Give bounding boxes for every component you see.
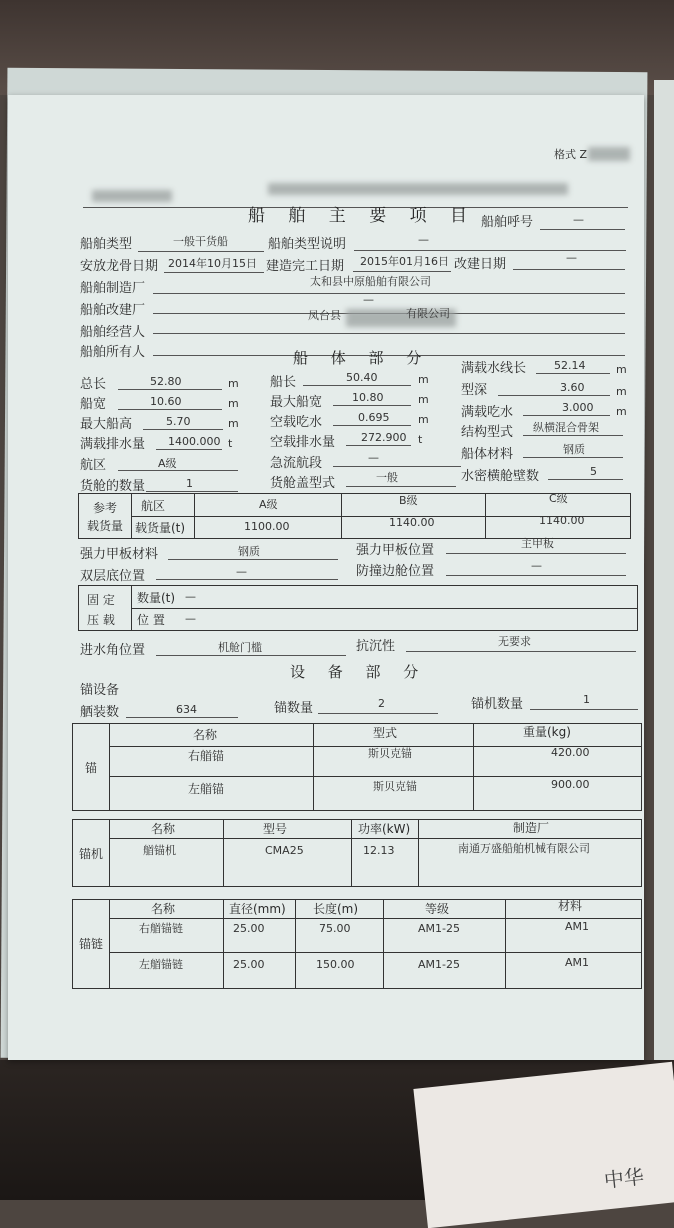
- depth-label: 型深: [461, 383, 488, 398]
- underline: [153, 293, 625, 294]
- windlass-cell: 艏锚机: [143, 844, 176, 857]
- underline: [118, 470, 238, 471]
- rapids-label: 急流航段: [270, 456, 323, 471]
- type-desc-label: 船舶类型说明: [268, 237, 347, 252]
- underline: [138, 251, 264, 252]
- page-title: 船 舶 主 要 项 目: [248, 206, 477, 226]
- max-breadth-label: 最大船宽: [270, 395, 323, 410]
- underline: [118, 409, 222, 410]
- windlass-count-label: 锚机数量: [471, 697, 524, 712]
- breadth-label: 船宽: [80, 397, 107, 412]
- underline: [540, 229, 625, 230]
- underline: [354, 250, 626, 251]
- deck-position-value: 主甲板: [521, 537, 554, 550]
- windlass-count-value: 1: [583, 693, 590, 706]
- underline: [303, 385, 411, 386]
- table-rule: [109, 918, 642, 919]
- underline: [513, 269, 625, 270]
- cargo-capacity-header: 载货量(t): [135, 521, 186, 535]
- double-bottom-value: —: [236, 565, 247, 578]
- rebuild-date-label: 改建日期: [454, 257, 507, 272]
- area-label: 航区: [80, 458, 107, 473]
- anchor-side-label: 锚: [85, 761, 98, 775]
- unit: m: [228, 417, 239, 430]
- unit: m: [418, 373, 429, 386]
- redaction: [268, 183, 568, 195]
- fender-position-value: —: [531, 559, 542, 572]
- operator-label: 船舶经营人: [80, 325, 146, 340]
- underline: [530, 709, 638, 710]
- chain-cell: 左艏锚链: [139, 958, 183, 971]
- light-disp-value: 272.900: [361, 431, 407, 444]
- ballast-quantity-label: 数量(t): [137, 591, 176, 605]
- chain-cell: 150.00: [316, 958, 355, 971]
- fender-position-label: 防撞边舱位置: [356, 564, 435, 579]
- unit: m: [616, 385, 627, 398]
- table-rule: [418, 820, 419, 886]
- table-rule: [295, 900, 296, 988]
- underline: [168, 559, 338, 560]
- call-sign-value: —: [573, 213, 584, 226]
- cargo-capacity-table: [78, 493, 631, 539]
- material-label: 船体材料: [461, 447, 514, 462]
- anchor-equipment-title: 锚设备: [80, 683, 120, 698]
- document-page: [8, 95, 644, 1060]
- anchor-cell: 左艏锚: [188, 782, 225, 796]
- rebuild-date-value: —: [566, 251, 577, 264]
- owner-label: 船舶所有人: [80, 345, 146, 360]
- anchor-header-type: 型式: [373, 726, 398, 740]
- cargo-area-header: 航区: [141, 499, 166, 513]
- underline: [156, 579, 338, 580]
- wl-length-value: 52.14: [554, 359, 586, 372]
- anchor-header-weight: 重量(kg): [523, 725, 571, 739]
- breadth-value: 10.60: [150, 395, 182, 408]
- area-value: A级: [158, 457, 177, 470]
- table-rule: [485, 494, 486, 538]
- type-desc-value: —: [418, 233, 429, 246]
- hatch-label: 货舱盖型式: [270, 476, 336, 491]
- table-rule: [313, 724, 314, 810]
- underline: [333, 425, 411, 426]
- length-label: 船长: [270, 375, 297, 390]
- ship-type-value: 一般干货船: [173, 235, 228, 248]
- unit: m: [418, 393, 429, 406]
- ballast-label: 压 载: [87, 613, 115, 627]
- redaction: [92, 190, 172, 202]
- underline: [126, 717, 238, 718]
- bottom-paper: [413, 1062, 674, 1228]
- anchor-cell: 右艏锚: [188, 749, 225, 763]
- capacity-cell: 1100.00: [244, 520, 290, 533]
- form-content: [78, 95, 653, 1060]
- anchor-header-name: 名称: [193, 728, 218, 742]
- windlass-header-model: 型号: [263, 822, 288, 836]
- underline: [118, 389, 222, 390]
- grade-cell: B级: [399, 494, 418, 507]
- underline: [164, 272, 264, 273]
- chain-cell: 25.00: [233, 958, 265, 971]
- anchor-cell: 斯贝克锚: [373, 780, 417, 793]
- deck-material-value: 钢质: [238, 545, 260, 558]
- chain-cell: AM1: [565, 920, 590, 933]
- operator-value-suffix: 有限公司: [406, 307, 450, 320]
- ballast-position-label: 位 置: [137, 613, 165, 627]
- table-rule: [223, 820, 224, 886]
- underline: [156, 449, 222, 450]
- unit: m: [228, 397, 239, 410]
- equipment-number-value: 634: [176, 703, 197, 716]
- chain-cell: AM1-25: [418, 958, 460, 971]
- table-rule: [194, 494, 195, 538]
- grade-cell: A级: [259, 498, 278, 511]
- wl-length-label: 满载水线长: [461, 361, 527, 376]
- equipment-number-label: 舾装数: [80, 705, 120, 720]
- underline: [446, 575, 626, 576]
- unit: m: [228, 377, 239, 390]
- grade-cell: C级: [549, 492, 568, 505]
- chain-cell: AM1-25: [418, 922, 460, 935]
- chain-header-material: 材料: [558, 899, 583, 913]
- bottom-paper-text: 中华: [602, 1164, 646, 1193]
- table-rule: [341, 494, 342, 538]
- windlass-side-label: 锚机: [79, 847, 104, 861]
- keel-date-label: 安放龙骨日期: [80, 259, 159, 274]
- full-draft-value: 3.000: [562, 401, 594, 414]
- builder-label: 船舶制造厂: [80, 281, 146, 296]
- unit: t: [228, 437, 233, 450]
- form-code: 格式 Z: [554, 148, 588, 161]
- windlass-header-name: 名称: [151, 822, 176, 836]
- chain-cell: 25.00: [233, 922, 265, 935]
- ballast-position-value: —: [185, 612, 196, 625]
- underline: [523, 435, 623, 436]
- table-rule: [131, 608, 638, 609]
- chain-header-name: 名称: [151, 902, 176, 916]
- unsinkability-value: 无要求: [498, 635, 531, 648]
- loa-value: 52.80: [150, 375, 182, 388]
- hull-section-title: 船 体 部 分: [293, 349, 431, 367]
- cargo-ref-label: 参考: [93, 501, 118, 515]
- unit: m: [418, 413, 429, 426]
- structure-label: 结构型式: [461, 425, 514, 440]
- chain-side-label: 锚链: [79, 937, 104, 951]
- loa-label: 总长: [80, 377, 107, 392]
- max-height-label: 最大船高: [80, 417, 133, 432]
- underline: [498, 395, 610, 396]
- underline: [346, 445, 411, 446]
- anchor-cell: 420.00: [551, 746, 590, 759]
- binder-edge: [654, 80, 674, 1060]
- table-rule: [109, 776, 642, 777]
- chain-header-diameter: 直径(mm): [229, 902, 286, 916]
- windlass-header-power: 功率(kW): [358, 822, 411, 836]
- fixed-ballast-table: [78, 585, 638, 631]
- anchor-cell: 900.00: [551, 778, 590, 791]
- hatch-value: 一般: [376, 471, 398, 484]
- max-height-value: 5.70: [166, 415, 191, 428]
- deck-material-label: 强力甲板材料: [80, 547, 159, 562]
- table-rule: [109, 838, 642, 839]
- full-draft-label: 满载吃水: [461, 405, 514, 420]
- chain-header-grade: 等级: [425, 902, 450, 916]
- flooding-angle-label: 进水角位置: [80, 643, 146, 658]
- rebuilder-value: —: [363, 293, 374, 306]
- ballast-quantity-value: —: [185, 590, 196, 603]
- underline: [333, 466, 461, 467]
- underline: [156, 655, 346, 656]
- flooding-angle-value: 机舱门槛: [218, 641, 262, 654]
- unit: m: [616, 363, 627, 376]
- cargo-ref-label: 载货量: [87, 519, 124, 533]
- windlass-header-maker: 制造厂: [513, 821, 550, 835]
- full-disp-value: 1400.000: [168, 435, 221, 448]
- table-rule: [351, 820, 352, 886]
- length-value: 50.40: [346, 371, 378, 384]
- chain-table: [72, 899, 642, 989]
- structure-value: 纵横混合骨架: [533, 421, 599, 434]
- table-rule: [383, 900, 384, 988]
- table-rule: [505, 900, 506, 988]
- holds-label: 货舱的数量: [80, 479, 146, 494]
- rapids-value: —: [368, 451, 379, 464]
- underline: [536, 373, 610, 374]
- capacity-cell: 1140.00: [539, 514, 585, 527]
- underline: [548, 479, 623, 480]
- bulkheads-label: 水密横舱壁数: [461, 469, 540, 484]
- underline: [523, 457, 623, 458]
- light-draft-label: 空载吃水: [270, 415, 323, 430]
- chain-cell: 右艏锚链: [139, 922, 183, 935]
- table-rule: [473, 724, 474, 810]
- windlass-cell: CMA25: [265, 844, 304, 857]
- ballast-label: 固 定: [87, 593, 115, 607]
- windlass-cell: 12.13: [363, 844, 395, 857]
- deck-position-label: 强力甲板位置: [356, 543, 435, 558]
- rebuilder-label: 船舶改建厂: [80, 303, 146, 318]
- unit: m: [616, 405, 627, 418]
- anchor-count-label: 锚数量: [274, 701, 314, 716]
- chain-header-length: 长度(m): [313, 902, 359, 916]
- holds-value: 1: [186, 477, 193, 490]
- capacity-cell: 1140.00: [389, 516, 435, 529]
- table-rule: [109, 952, 642, 953]
- underline: [406, 651, 636, 652]
- table-rule: [223, 900, 224, 988]
- unit: t: [418, 433, 423, 446]
- anchor-cell: 斯贝克锚: [368, 747, 412, 760]
- table-rule: [109, 900, 110, 988]
- builder-value: 太和县中原船舶有限公司: [310, 275, 431, 288]
- underline: [153, 333, 625, 334]
- underline: [146, 491, 238, 492]
- call-sign-label: 船舶呼号: [481, 215, 534, 230]
- underline: [318, 713, 438, 714]
- light-draft-value: 0.695: [358, 411, 390, 424]
- max-breadth-value: 10.80: [352, 391, 384, 404]
- underline: [446, 553, 626, 554]
- double-bottom-label: 双层底位置: [80, 569, 146, 584]
- table-rule: [109, 820, 110, 886]
- redaction: [588, 147, 630, 161]
- underline: [346, 486, 456, 487]
- build-date-value: 2015年01月16日: [360, 255, 449, 268]
- ship-type-label: 船舶类型: [80, 237, 133, 252]
- windlass-table: [72, 819, 642, 887]
- chain-cell: 75.00: [319, 922, 351, 935]
- keel-date-value: 2014年10月15日: [168, 257, 257, 270]
- build-date-label: 建造完工日期: [266, 259, 345, 274]
- depth-value: 3.60: [560, 381, 585, 394]
- anchor-count-value: 2: [378, 697, 385, 710]
- underline: [523, 415, 610, 416]
- underline: [143, 429, 223, 430]
- material-value: 钢质: [563, 443, 585, 456]
- light-disp-label: 空载排水量: [270, 435, 336, 450]
- bulkheads-value: 5: [590, 465, 597, 478]
- unsinkability-label: 抗沉性: [356, 639, 396, 654]
- operator-value: 凤台县: [308, 309, 341, 322]
- equipment-section-title: 设 备 部 分: [290, 663, 428, 681]
- chain-cell: AM1: [565, 956, 590, 969]
- underline: [333, 405, 411, 406]
- full-disp-label: 满载排水量: [80, 437, 146, 452]
- windlass-cell: 南通万盛船舶机械有限公司: [458, 842, 590, 855]
- anchor-table: [72, 723, 642, 811]
- table-rule: [109, 724, 110, 810]
- underline: [353, 271, 451, 272]
